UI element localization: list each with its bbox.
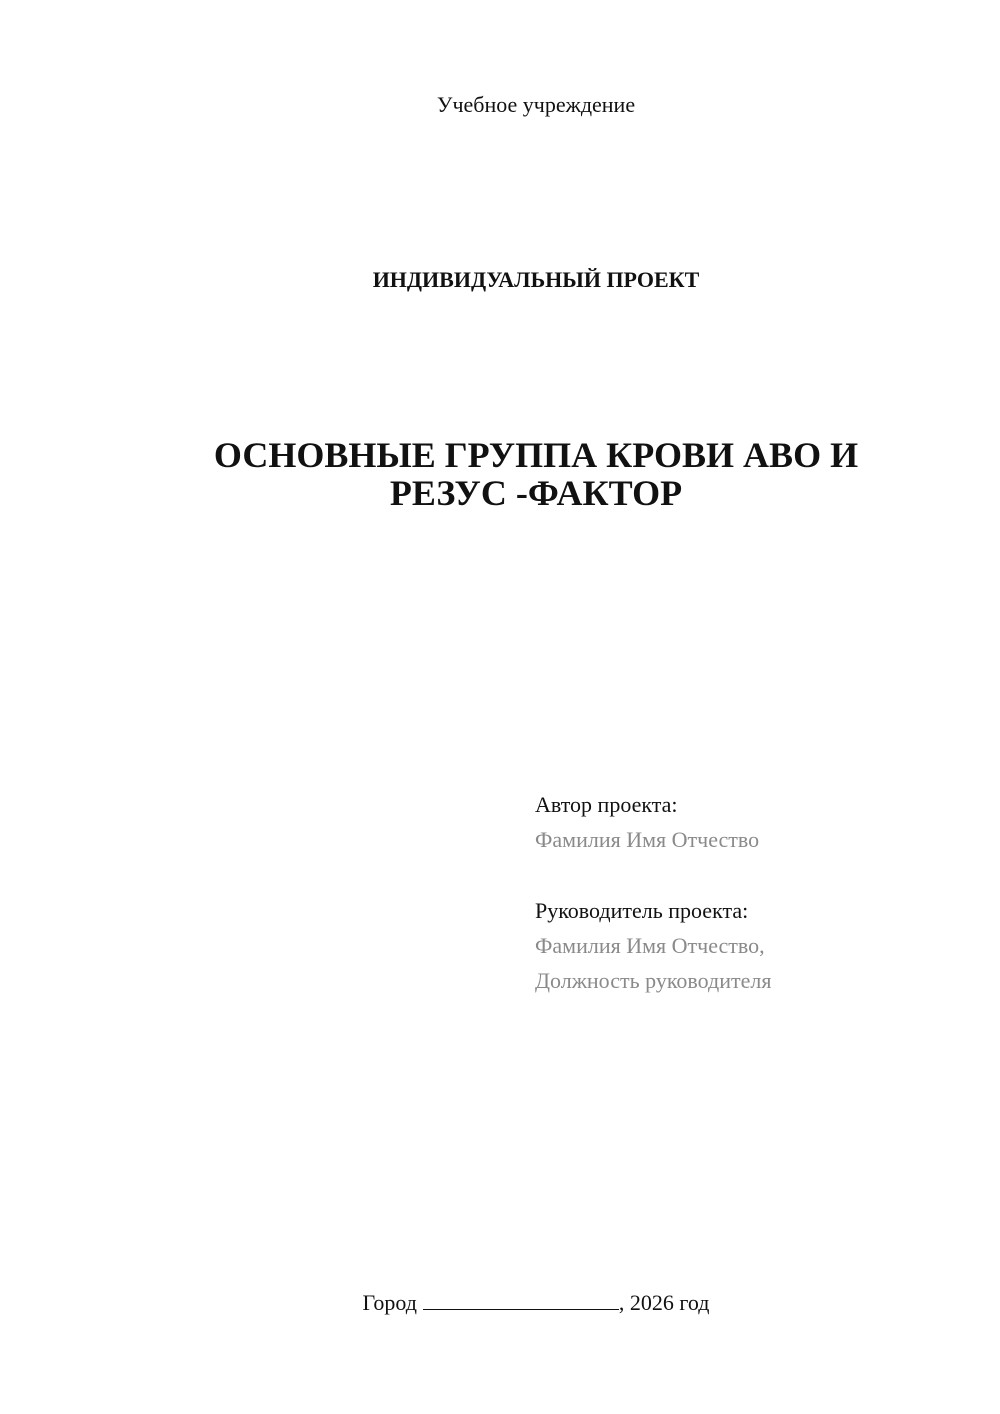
footer-year: , 2026 год xyxy=(618,1290,710,1315)
supervisor-label: Руководитель проекта: xyxy=(535,898,749,923)
author-label: Автор проекта: xyxy=(535,792,678,817)
document-type-heading: ИНДИВИДУАЛЬНЫЙ ПРОЕКТ xyxy=(372,267,700,292)
supervisor-name: Фамилия Имя Отчество, xyxy=(535,933,765,958)
credits-spacer xyxy=(535,857,975,893)
project-title xyxy=(100,436,972,512)
footer-city: Город xyxy=(362,1290,417,1315)
author-name: Фамилия Имя Отчество xyxy=(535,827,760,852)
city-blank-line xyxy=(423,1289,619,1310)
footer-city-year xyxy=(0,1288,1000,1318)
credits-block xyxy=(535,787,975,998)
supervisor-position: Должность руководителя xyxy=(535,968,772,993)
project-title-line-2: РЕЗУС -ФАКТОР xyxy=(389,473,683,513)
project-title-line-1: ОСНОВНЫЕ ГРУППА КРОВИ АВО И xyxy=(213,435,859,475)
institution-name: Учебное учреждение xyxy=(436,92,636,117)
